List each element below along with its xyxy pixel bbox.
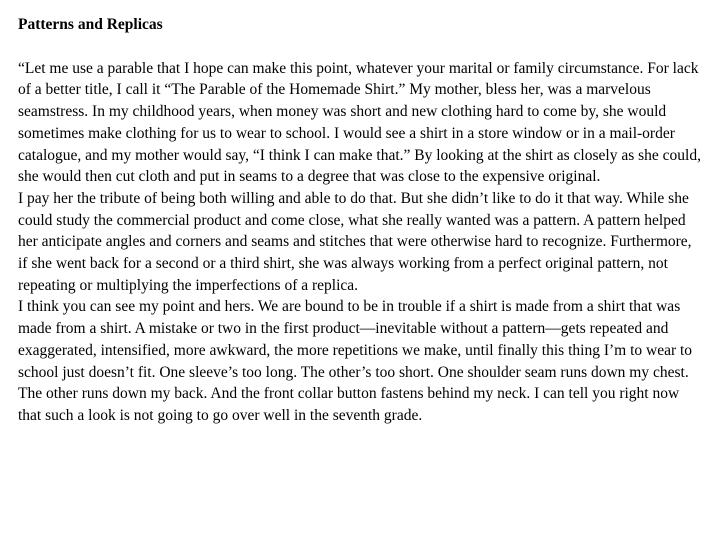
document-title: Patterns and Replicas bbox=[18, 16, 163, 33]
paragraph-2: I pay her the tribute of being both willing and able to do that. But she didn’t like to do it that way. While she could study the commercial product and come close, what she really wanted was a pattern. A pattern helped her anticipate angles and corners and seams and stitches that were otherwise hard to recognize. Furthermore, if she went back for a second or a third shirt, she was always working from a perfect original pattern, not repeating or multiplying the imperfections of a replica. bbox=[18, 189, 692, 294]
paragraph-3: I think you can see my point and hers. We are bound to be in trouble if a shirt is made from a shirt that was made from a shirt. A mistake or two in the first product—inevitable without a pattern—gets repeated and exaggerated, intensified, more awkward, the more repetitions we make, until finally this thing I’m to wear to school just doesn’t fit. One sleeve’s too long. The other’s too short. One shoulder seam runs down my chest. The other runs down my back. And the front collar button fastens behind my neck. I can tell you right now that such a look is not going to go over well in the seventh grade. bbox=[18, 298, 693, 424]
paragraph-1: “Let me use a parable that I hope can make this point, whatever your marital or family circumstance. For lack of a better title, I call it “The Parable of the Homemade Shirt.” My mother, bless her, was a marvelous seamstress. In my childhood years, when money was short and new clothing hard to come by, she would sometimes make clothing for us to wear to school. I would see a shirt in a store window or in a mail-order catalogue, and my mother would say, “I think I can make that.” By looking at the shirt as closely as she could, she would then cut cloth and put in seams to a degree that was close to the expensive original. bbox=[18, 59, 701, 186]
document-page bbox=[18, 14, 702, 427]
